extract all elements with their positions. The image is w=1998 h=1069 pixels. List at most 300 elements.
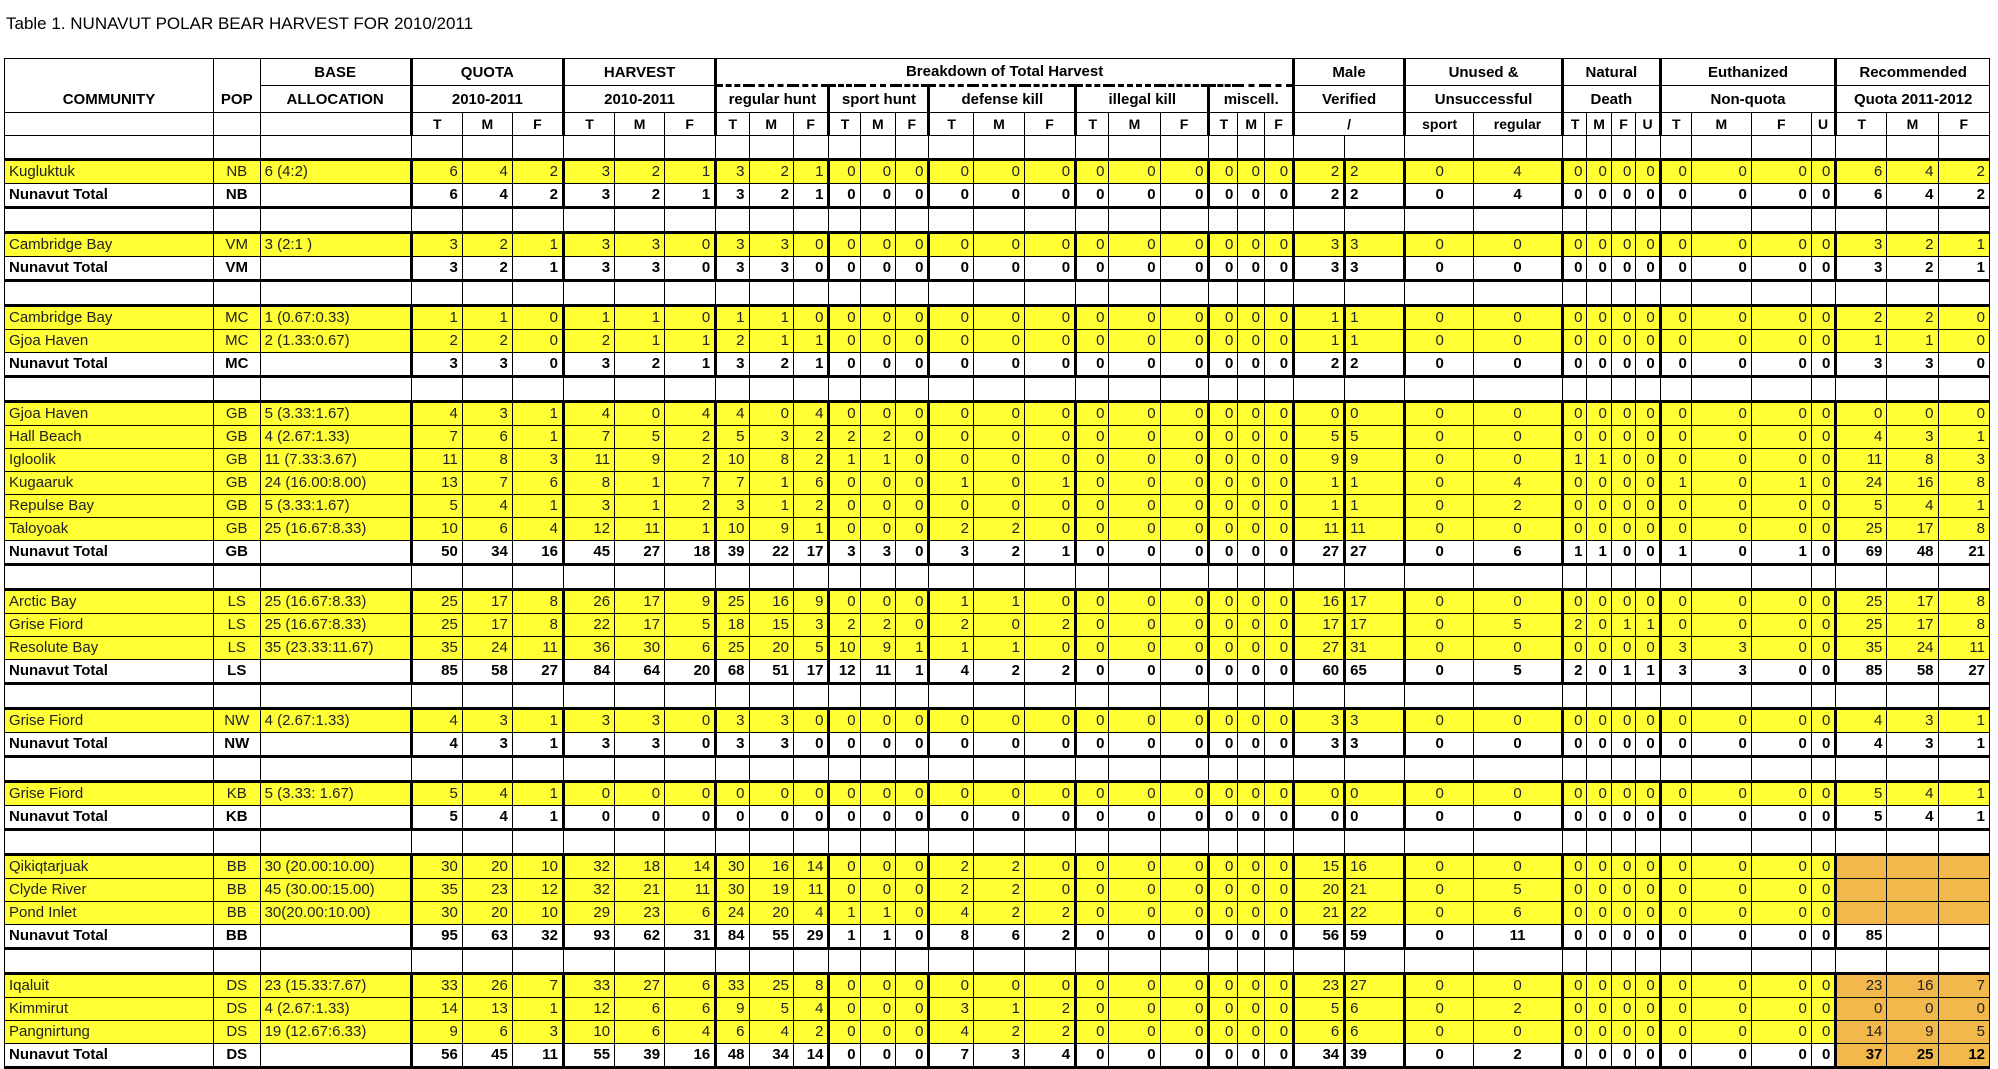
- cell-rec-2: [1938, 925, 1990, 949]
- spacer-cell: [716, 136, 749, 160]
- spacer-cell: [665, 949, 716, 974]
- spacer-cell: [1025, 377, 1076, 402]
- cell-spt-1: 0: [860, 709, 896, 733]
- cell-h-1: 3: [615, 733, 665, 757]
- table-row: [5, 495, 1990, 518]
- cell-nat-2: 0: [1611, 330, 1635, 353]
- cell-q-1: 63: [462, 925, 512, 949]
- cell-q-1: 4: [462, 495, 512, 518]
- cell-reg-0: 30: [716, 879, 749, 902]
- population-code: GB: [213, 449, 260, 472]
- cell-h-0: 12: [563, 998, 614, 1021]
- cell-nat-2: 0: [1611, 1021, 1635, 1044]
- spacer-cell: [1751, 830, 1811, 855]
- base-allocation: 6 (4:2): [260, 160, 411, 184]
- cell-h-0: 22: [563, 614, 614, 637]
- cell-reg-2: 1: [793, 330, 829, 353]
- spacer-cell: [1836, 377, 1887, 402]
- spacer-cell: [1751, 565, 1811, 590]
- cell-euth-1: 0: [1691, 974, 1751, 998]
- spacer-cell: [1405, 377, 1474, 402]
- cell-unused-0: 0: [1405, 541, 1474, 565]
- base-allocation: 45 (30.00:15.00): [260, 879, 411, 902]
- cell-h-2: 1: [665, 330, 716, 353]
- header-unused-2: Unsuccessful: [1405, 86, 1563, 113]
- cell-ill-0: 0: [1076, 160, 1109, 184]
- spacer-cell: [615, 684, 665, 709]
- spacer-cell: [1887, 830, 1938, 855]
- cell-q-0: 14: [411, 998, 462, 1021]
- cell-euth-1: 0: [1691, 472, 1751, 495]
- cell-unused-0: 0: [1405, 782, 1474, 806]
- spacer-cell: [1691, 684, 1751, 709]
- cell-unused-0: 0: [1405, 637, 1474, 660]
- spacer-cell: [213, 830, 260, 855]
- cell-h-1: 3: [615, 233, 665, 257]
- spacer-cell: [1405, 684, 1474, 709]
- cell-ill-0: 0: [1076, 541, 1109, 565]
- spacer-cell: [411, 136, 462, 160]
- cell-unused-1: 0: [1474, 518, 1563, 541]
- subheader-rec-m: M: [1887, 113, 1938, 136]
- subheader-harvest-f: F: [665, 113, 716, 136]
- cell-spt-1: 0: [860, 974, 896, 998]
- cell-spt-2: 0: [896, 233, 929, 257]
- subheader-quota-f: F: [512, 113, 563, 136]
- cell-nat-1: 0: [1587, 353, 1611, 377]
- population-code: GB: [213, 402, 260, 426]
- spacer-cell: [1562, 830, 1586, 855]
- header-natural-1: Natural: [1562, 59, 1660, 86]
- spacer-cell: [749, 684, 793, 709]
- cell-q-1: 20: [462, 855, 512, 879]
- spacer-cell: [1025, 949, 1076, 974]
- population-code: BB: [213, 855, 260, 879]
- cell-male-total: 3: [1345, 257, 1405, 281]
- cell-male-verified: 56: [1294, 925, 1345, 949]
- cell-h-2: 0: [665, 733, 716, 757]
- cell-mis-1: 0: [1238, 855, 1265, 879]
- cell-h-0: 33: [563, 974, 614, 998]
- cell-mis-0: 0: [1209, 998, 1238, 1021]
- cell-mis-2: 0: [1265, 733, 1294, 757]
- cell-rec-1: 0: [1887, 998, 1938, 1021]
- cell-ill-1: 0: [1109, 806, 1160, 830]
- cell-reg-0: 24: [716, 902, 749, 925]
- spacer-cell: [1474, 208, 1563, 233]
- cell-h-1: 27: [615, 541, 665, 565]
- cell-unused-1: 0: [1474, 733, 1563, 757]
- cell-ill-1: 0: [1109, 1021, 1160, 1044]
- spacer-cell: [1209, 281, 1238, 306]
- cell-reg-0: 3: [716, 184, 749, 208]
- base-allocation: 4 (2.67:1.33): [260, 426, 411, 449]
- cell-rec-2: 0: [1938, 330, 1990, 353]
- cell-reg-2: 0: [793, 233, 829, 257]
- cell-nat-3: 0: [1636, 233, 1660, 257]
- spacer-cell: [749, 830, 793, 855]
- cell-euth-0: 0: [1660, 426, 1691, 449]
- base-allocation-blank: [260, 353, 411, 377]
- cell-rec-2: [1938, 902, 1990, 925]
- cell-euth-1: 0: [1691, 998, 1751, 1021]
- subheader-natural-u: U: [1636, 113, 1660, 136]
- community-name: Qikiqtarjuak: [5, 855, 214, 879]
- cell-euth-3: 0: [1811, 449, 1835, 472]
- spacer-cell: [749, 377, 793, 402]
- spacer-cell: [1938, 281, 1990, 306]
- spacer-cell: [462, 830, 512, 855]
- spacer-cell: [1562, 684, 1586, 709]
- cell-h-2: 0: [665, 709, 716, 733]
- cell-h-2: 0: [665, 257, 716, 281]
- cell-ill-0: 0: [1076, 590, 1109, 614]
- cell-male-total: 0: [1345, 402, 1405, 426]
- cell-h-2: 6: [665, 974, 716, 998]
- cell-spt-0: 0: [829, 879, 860, 902]
- population-code: BB: [213, 879, 260, 902]
- cell-h-1: 64: [615, 660, 665, 684]
- cell-q-2: 11: [512, 637, 563, 660]
- cell-spt-2: 0: [896, 426, 929, 449]
- cell-euth-1: 0: [1691, 590, 1751, 614]
- cell-unused-0: 0: [1405, 998, 1474, 1021]
- cell-euth-2: 0: [1751, 518, 1811, 541]
- spacer-cell: [260, 281, 411, 306]
- cell-reg-1: 20: [749, 637, 793, 660]
- cell-mis-0: 0: [1209, 495, 1238, 518]
- spacer-cell: [1660, 208, 1691, 233]
- cell-h-0: 12: [563, 518, 614, 541]
- cell-unused-0: 0: [1405, 1044, 1474, 1068]
- cell-spt-2: 1: [896, 637, 929, 660]
- cell-spt-0: 0: [829, 353, 860, 377]
- cell-q-2: 1: [512, 782, 563, 806]
- cell-rec-0: 14: [1836, 1021, 1887, 1044]
- cell-euth-0: 0: [1660, 733, 1691, 757]
- cell-euth-3: 0: [1811, 998, 1835, 1021]
- cell-ill-1: 0: [1109, 306, 1160, 330]
- cell-spt-1: 3: [860, 541, 896, 565]
- cell-h-0: 2: [563, 330, 614, 353]
- cell-ill-0: 0: [1076, 257, 1109, 281]
- cell-q-1: 3: [462, 402, 512, 426]
- cell-male-verified: 21: [1294, 902, 1345, 925]
- cell-rec-2: 27: [1938, 660, 1990, 684]
- table-row: [5, 1021, 1990, 1044]
- cell-euth-3: 0: [1811, 541, 1835, 565]
- cell-reg-0: 5: [716, 426, 749, 449]
- community-name: Kimmirut: [5, 998, 214, 1021]
- spacer-cell: [1238, 136, 1265, 160]
- spacer-cell: [1405, 136, 1474, 160]
- cell-nat-0: 0: [1562, 472, 1586, 495]
- cell-euth-3: 0: [1811, 426, 1835, 449]
- cell-q-1: 2: [462, 233, 512, 257]
- cell-spt-1: 0: [860, 160, 896, 184]
- cell-reg-2: 9: [793, 590, 829, 614]
- cell-euth-0: 0: [1660, 709, 1691, 733]
- cell-h-1: 1: [615, 330, 665, 353]
- cell-ill-0: 0: [1076, 184, 1109, 208]
- cell-nat-2: 0: [1611, 402, 1635, 426]
- community-name: Arctic Bay: [5, 590, 214, 614]
- spacer-cell: [929, 136, 973, 160]
- cell-mis-2: 0: [1265, 1044, 1294, 1068]
- cell-h-2: 2: [665, 495, 716, 518]
- cell-nat-3: 0: [1636, 160, 1660, 184]
- spacer-cell: [665, 830, 716, 855]
- cell-spt-1: 1: [860, 902, 896, 925]
- cell-spt-1: 2: [860, 614, 896, 637]
- subheader-quota-t: T: [411, 113, 462, 136]
- spacer-row: [5, 949, 1990, 974]
- cell-ill-2: 0: [1160, 306, 1209, 330]
- spacer-cell: [1345, 830, 1405, 855]
- cell-nat-2: 0: [1611, 590, 1635, 614]
- total-row: [5, 733, 1990, 757]
- spacer-cell: [213, 684, 260, 709]
- cell-q-1: 2: [462, 257, 512, 281]
- spacer-cell: [1887, 136, 1938, 160]
- spacer-cell: [1294, 565, 1345, 590]
- spacer-cell: [1345, 684, 1405, 709]
- base-allocation: 23 (15.33:7.67): [260, 974, 411, 998]
- community-name: Kugluktuk: [5, 160, 214, 184]
- cell-nat-2: 0: [1611, 709, 1635, 733]
- spacer-cell: [1611, 949, 1635, 974]
- cell-male-total: 2: [1345, 160, 1405, 184]
- cell-reg-2: 1: [793, 353, 829, 377]
- cell-def-2: 2: [1025, 998, 1076, 1021]
- cell-spt-0: 0: [829, 330, 860, 353]
- cell-h-2: 1: [665, 160, 716, 184]
- cell-nat-0: 0: [1562, 998, 1586, 1021]
- cell-def-1: 0: [973, 160, 1024, 184]
- cell-ill-2: 0: [1160, 402, 1209, 426]
- cell-nat-0: 0: [1562, 330, 1586, 353]
- table-row: [5, 590, 1990, 614]
- total-row: [5, 925, 1990, 949]
- cell-def-1: 0: [973, 614, 1024, 637]
- cell-reg-2: 11: [793, 879, 829, 902]
- spacer-cell: [1811, 208, 1835, 233]
- spacer-cell: [411, 565, 462, 590]
- cell-euth-1: 0: [1691, 495, 1751, 518]
- cell-male-verified: 0: [1294, 782, 1345, 806]
- cell-def-1: 2: [973, 541, 1024, 565]
- cell-rec-1: 2: [1887, 233, 1938, 257]
- cell-unused-1: 6: [1474, 541, 1563, 565]
- cell-nat-3: 1: [1636, 660, 1660, 684]
- cell-def-1: 1: [973, 637, 1024, 660]
- cell-mis-0: 0: [1209, 902, 1238, 925]
- spacer-cell: [973, 208, 1024, 233]
- cell-nat-3: 0: [1636, 974, 1660, 998]
- cell-ill-2: 0: [1160, 257, 1209, 281]
- cell-ill-2: 0: [1160, 541, 1209, 565]
- spacer-cell: [563, 136, 614, 160]
- table-row: [5, 974, 1990, 998]
- cell-ill-0: 0: [1076, 449, 1109, 472]
- cell-mis-2: 0: [1265, 879, 1294, 902]
- spacer-cell: [260, 830, 411, 855]
- table-row: [5, 306, 1990, 330]
- spacer-cell: [716, 684, 749, 709]
- cell-def-2: 0: [1025, 306, 1076, 330]
- cell-euth-0: 0: [1660, 402, 1691, 426]
- spacer-cell: [1660, 136, 1691, 160]
- cell-spt-1: 0: [860, 879, 896, 902]
- cell-ill-0: 0: [1076, 1021, 1109, 1044]
- cell-rec-1: 3: [1887, 709, 1938, 733]
- cell-euth-0: 0: [1660, 1021, 1691, 1044]
- cell-unused-0: 0: [1405, 495, 1474, 518]
- spacer-cell: [1938, 830, 1990, 855]
- cell-nat-2: 0: [1611, 160, 1635, 184]
- cell-nat-1: 0: [1587, 855, 1611, 879]
- spacer-cell: [1109, 565, 1160, 590]
- cell-h-0: 55: [563, 1044, 614, 1068]
- cell-euth-0: 0: [1660, 330, 1691, 353]
- cell-unused-1: 6: [1474, 902, 1563, 925]
- spacer-cell: [896, 684, 929, 709]
- cell-nat-1: 0: [1587, 637, 1611, 660]
- cell-rec-2: 8: [1938, 518, 1990, 541]
- cell-spt-0: 0: [829, 782, 860, 806]
- cell-reg-1: 0: [749, 782, 793, 806]
- cell-unused-1: 0: [1474, 426, 1563, 449]
- spacer-cell: [1345, 949, 1405, 974]
- cell-euth-1: 0: [1691, 782, 1751, 806]
- cell-euth-1: 0: [1691, 925, 1751, 949]
- cell-unused-1: 2: [1474, 998, 1563, 1021]
- cell-nat-1: 0: [1587, 426, 1611, 449]
- header-quota-2: 2010-2011: [411, 86, 563, 113]
- cell-q-0: 10: [411, 518, 462, 541]
- cell-reg-0: 3: [716, 353, 749, 377]
- cell-nat-1: 0: [1587, 998, 1611, 1021]
- cell-unused-0: 0: [1405, 974, 1474, 998]
- spacer-cell: [1209, 377, 1238, 402]
- cell-euth-0: 0: [1660, 974, 1691, 998]
- subheader-male-slash: /: [1294, 113, 1405, 136]
- cell-spt-1: 1: [860, 925, 896, 949]
- cell-h-0: 26: [563, 590, 614, 614]
- spacer-row: [5, 830, 1990, 855]
- cell-rec-1: 24: [1887, 637, 1938, 660]
- cell-def-2: 0: [1025, 402, 1076, 426]
- cell-mis-1: 0: [1238, 518, 1265, 541]
- spacer-cell: [1109, 949, 1160, 974]
- cell-euth-3: 0: [1811, 306, 1835, 330]
- table-row: [5, 614, 1990, 637]
- cell-nat-3: 0: [1636, 902, 1660, 925]
- cell-reg-2: 17: [793, 660, 829, 684]
- cell-reg-2: 0: [793, 806, 829, 830]
- subheader-rec-f: F: [1938, 113, 1990, 136]
- spacer-cell: [1294, 757, 1345, 782]
- cell-ill-2: 0: [1160, 353, 1209, 377]
- population-code: LS: [213, 660, 260, 684]
- cell-rec-2: 11: [1938, 637, 1990, 660]
- cell-reg-0: 10: [716, 518, 749, 541]
- cell-ill-2: 0: [1160, 233, 1209, 257]
- spacer-cell: [1405, 949, 1474, 974]
- spacer-cell: [260, 136, 411, 160]
- cell-nat-3: 0: [1636, 426, 1660, 449]
- spacer-cell: [793, 684, 829, 709]
- cell-ill-2: 0: [1160, 902, 1209, 925]
- cell-mis-0: 0: [1209, 782, 1238, 806]
- spacer-cell: [615, 208, 665, 233]
- spacer-cell: [1109, 281, 1160, 306]
- cell-reg-1: 3: [749, 257, 793, 281]
- cell-euth-2: 0: [1751, 660, 1811, 684]
- cell-ill-0: 0: [1076, 925, 1109, 949]
- cell-rec-1: 25: [1887, 1044, 1938, 1068]
- cell-mis-0: 0: [1209, 1044, 1238, 1068]
- cell-ill-0: 0: [1076, 709, 1109, 733]
- spacer-cell: [213, 377, 260, 402]
- cell-reg-2: 2: [793, 1021, 829, 1044]
- spacer-cell: [1811, 281, 1835, 306]
- spacer-cell: [1345, 757, 1405, 782]
- cell-h-1: 6: [615, 998, 665, 1021]
- cell-nat-0: 0: [1562, 733, 1586, 757]
- cell-nat-0: 0: [1562, 1021, 1586, 1044]
- cell-mis-0: 0: [1209, 806, 1238, 830]
- spacer-cell: [5, 830, 214, 855]
- subheader-illegal-f: F: [1160, 113, 1209, 136]
- total-label: Nunavut Total: [5, 541, 214, 565]
- spacer-cell: [665, 281, 716, 306]
- population-code: BB: [213, 902, 260, 925]
- cell-spt-0: 0: [829, 806, 860, 830]
- cell-nat-3: 0: [1636, 306, 1660, 330]
- base-allocation: 4 (2.67:1.33): [260, 709, 411, 733]
- cell-def-1: 2: [973, 660, 1024, 684]
- cell-rec-2: 0: [1938, 402, 1990, 426]
- cell-ill-1: 0: [1109, 233, 1160, 257]
- cell-spt-1: 9: [860, 637, 896, 660]
- cell-euth-2: 0: [1751, 233, 1811, 257]
- spacer-cell: [1025, 684, 1076, 709]
- population-code: KB: [213, 806, 260, 830]
- population-code: KB: [213, 782, 260, 806]
- subheader-euth-m: M: [1691, 113, 1751, 136]
- cell-h-0: 7: [563, 426, 614, 449]
- spacer-cell: [5, 208, 214, 233]
- cell-h-1: 30: [615, 637, 665, 660]
- cell-spt-1: 0: [860, 998, 896, 1021]
- cell-q-0: 4: [411, 709, 462, 733]
- cell-def-1: 0: [973, 257, 1024, 281]
- cell-unused-1: 0: [1474, 709, 1563, 733]
- cell-ill-0: 0: [1076, 902, 1109, 925]
- cell-ill-1: 0: [1109, 637, 1160, 660]
- spacer-cell: [1751, 281, 1811, 306]
- cell-ill-1: 0: [1109, 472, 1160, 495]
- spacer-cell: [860, 281, 896, 306]
- cell-spt-0: 0: [829, 233, 860, 257]
- community-name: Repulse Bay: [5, 495, 214, 518]
- cell-male-total: 2: [1345, 353, 1405, 377]
- cell-euth-0: 0: [1660, 257, 1691, 281]
- cell-euth-3: 0: [1811, 855, 1835, 879]
- cell-nat-0: 2: [1562, 614, 1586, 637]
- cell-mis-0: 0: [1209, 449, 1238, 472]
